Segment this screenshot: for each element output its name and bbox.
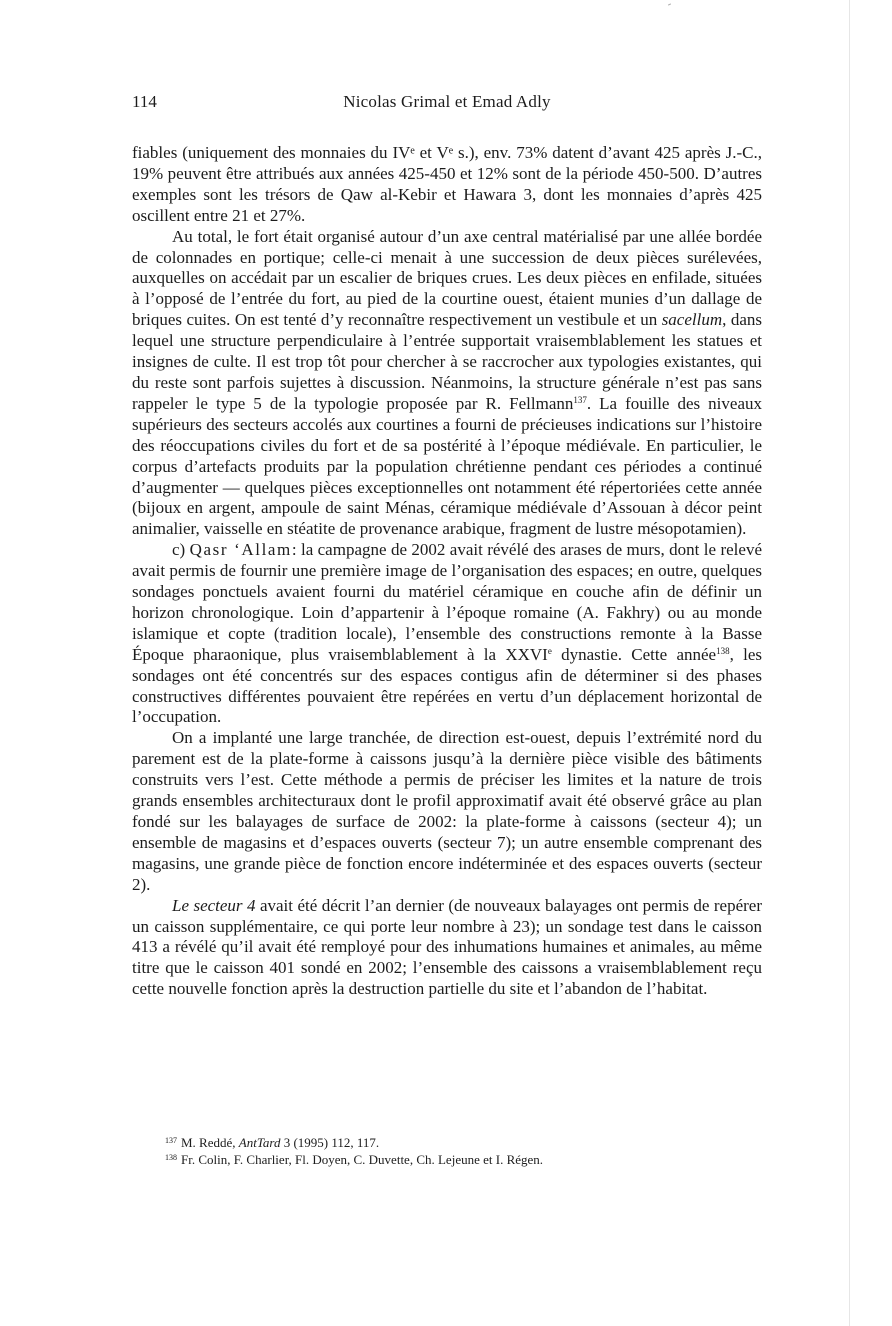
section-heading-qasr-allam: Qasr ‘Allam xyxy=(189,540,292,560)
paragraph-3-text-b: dynastie. Cette année xyxy=(551,644,717,664)
footnote-138 xyxy=(165,1152,725,1169)
paragraph-4-text: On a implanté une large tranchée, de direction est-ouest, depuis l’extrémité nord du parement est de la plate-forme à caissons jusqu’à la dernière pièce visible des bâtiments construits vers l’est. Cette méthode a permis de préciser les limites et la nature de trois grands ensembles architecturaux dont le profil approximatif avait été observé grâce au plan fondé sur les balayages de surface de 2002: la plate-forme à caissons (secteur 4); un ensemble de magasins et d’espaces ouverts (secteur 7); un autre ensemble comprenant des magasins, une grande pièce de fonction encore indéterminée et des espaces ouverts (secteur 2). xyxy=(132,728,762,894)
paragraph-2-text-c: . La fouille des niveaux supérieurs des secteurs accolés aux courtines a fourni de précieuses indications sur l’histoire des réoccupations civiles du fort et de sa postérité à l’époque médiévale. En particulier, le corpus d’artefacts produits par la population chrétienne pendant ces périodes a continué d’augmenter — quelques pièces exceptionnelles ont notamment été répertoriées cette année (bijoux en argent, ampoule de saint Ménas, céramique médiévale d’Assouan à décor peint animalier, vaisselle en stéatite de provenance arabique, fragment de lustre mésopotamien). xyxy=(132,393,762,539)
paragraph-5-text: avait été décrit l’an dernier (de nouveaux balayages ont permis de repérer un caisson supplémentaire, ce qui porte leur nombre à 23); un sondage test dans le caisson 413 a révélé qu’il avait été remployé pour des inhumations humaines et animales, au même titre que le caisson 401 sondé en 2002; l’ensemble des caissons a vraisemblablement reçu cette nouvelle fonction après la destruction partielle du site et l’abandon de l’habitat. xyxy=(132,895,763,999)
running-header xyxy=(132,92,762,116)
paragraph-1-text: fiables (uniquement des monnaies du IVᵉ et Vᵉ s.), env. 73% datent d’avant 425 après J.-C., 19% peuvent être attribués aux années 425-450 et 12% sont de la période 450-500. D’autres exemples sont les trésors de Qaw al-Kebir et Hawara 3, dont les monnaies d’après 425 oscillent entre 21 et 27%. xyxy=(132,143,762,225)
paragraph-2-text-b: , dans lequel une structure perpendiculaire à l’entrée supportait vraisemblablement les statues et insignes de culte. Il est trop tôt pour chercher à se raccrocher aux typologies existantes, qui du reste sont parfois sujettes à discussion. Néanmoins, la structure générale n’est pas sans rappeler le type 5 de la typologie proposée par R. Fellmann xyxy=(132,310,762,413)
paragraph-5 xyxy=(132,896,762,1001)
main-text xyxy=(132,143,762,1000)
paragraph-2-text-a: Au total, le fort était organisé autour d’un axe central matérialisé par une allée bordée de colonnades en portique; celle-ci menait à une succession de deux pièces surélevées, auxquelles on accédait par un escalier de briques crues. Les deux pièces en enfilade, situées à l’opposé de l’entrée du fort, au pied de la courtine ouest, étaient munies d’un dallage de briques cuites. On est tenté d’y reconnaître respectivement un vestibule et un xyxy=(132,226,762,330)
footnote-ref-137[interactable]: 137 xyxy=(573,394,587,405)
footnote-number: 138 xyxy=(165,1152,177,1162)
running-title: Nicolas Grimal et Emad Adly xyxy=(343,92,551,111)
paragraph-3 xyxy=(132,540,762,728)
footnote-text: M. Reddé, xyxy=(181,1135,239,1150)
paragraph-3-text-c: , les sondages ont été concentrés sur des espaces contigus afin de déterminer si des phases constructives différentes pouvaient être repérées en vertu d’un déplacement horizontal de l’occupation. xyxy=(132,644,763,727)
sacellum-term: sacellum xyxy=(661,310,723,330)
secteur-4-heading: Le secteur 4 xyxy=(172,895,256,915)
page-edge-line xyxy=(849,0,850,1326)
footnote-ref-138[interactable]: 138 xyxy=(716,645,730,656)
footnote-text-end: 3 (1995) 112, 117. xyxy=(280,1135,380,1150)
page-number: 114 xyxy=(132,92,157,111)
dynasty-superscript: e xyxy=(547,645,552,656)
paragraph-3-text-a: : la campagne de 2002 avait révélé des arases de murs, dont le relevé avait permis de fournir une première image de l’organisation des espaces; en outre, quelques sondages ponctuels avaient fourni du matériel céramique en couche afin de définir un horizon chronologique. Loin d’appartenir à l’époque romaine (A. Fakhry) ou au monde islamique et copte (tradition locale), l’ensemble des constructions remonte à la Basse Époque pharaonique, plus vraisemblablement à la XXVI xyxy=(132,540,762,664)
footnote-number: 137 xyxy=(165,1136,177,1145)
paragraph-2 xyxy=(132,227,762,541)
journal-title: AntTard xyxy=(238,1135,281,1150)
paragraph-1 xyxy=(132,143,762,227)
footnote-137 xyxy=(165,1135,725,1152)
section-marker: c) xyxy=(172,540,190,560)
scan-speck xyxy=(668,3,671,5)
footnote-text: Fr. Colin, F. Charlier, Fl. Doyen, C. Duvette, Ch. Lejeune et I. Régen. xyxy=(181,1151,544,1167)
footnotes xyxy=(165,1135,725,1168)
paragraph-4 xyxy=(132,728,762,895)
